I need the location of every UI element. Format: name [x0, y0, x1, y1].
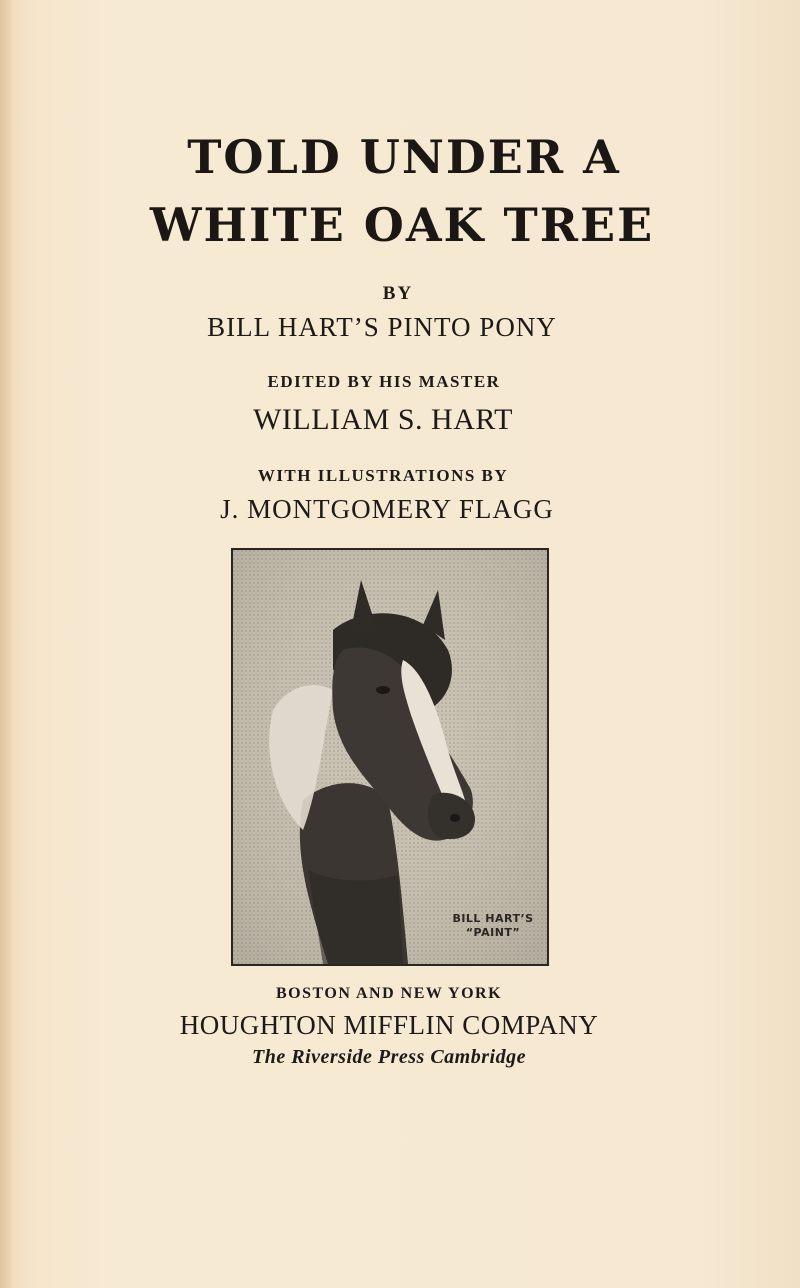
frontispiece-horse-illustration: [231, 548, 549, 966]
illustrator-name: J. MONTGOMERY FLAGG: [220, 494, 554, 524]
press-name: The Riverside Press Cambridge: [252, 1046, 526, 1068]
editor-label: EDITED BY HIS MASTER: [267, 372, 501, 391]
caption-line-2: “PAINT”: [465, 926, 521, 939]
book-title-line-2: WHITE OAK TREE: [149, 198, 655, 252]
publisher-name: HOUGHTON MIFFLIN COMPANY: [179, 1010, 599, 1040]
caption-line-1: BILL HART’S: [452, 912, 534, 925]
imprint-cities: BOSTON AND NEW YORK: [275, 985, 503, 1002]
frontispiece-caption: [443, 912, 543, 940]
horse-head-drawing: [233, 550, 547, 964]
byline-label: BY: [382, 283, 414, 304]
editor-name: WILLIAM S. HART: [253, 403, 513, 436]
book-title-line-1: TOLD UNDER A: [187, 130, 621, 184]
author-name: BILL HART’S PINTO PONY: [207, 312, 557, 342]
illustrator-label: WITH ILLUSTRATIONS BY: [257, 466, 509, 485]
